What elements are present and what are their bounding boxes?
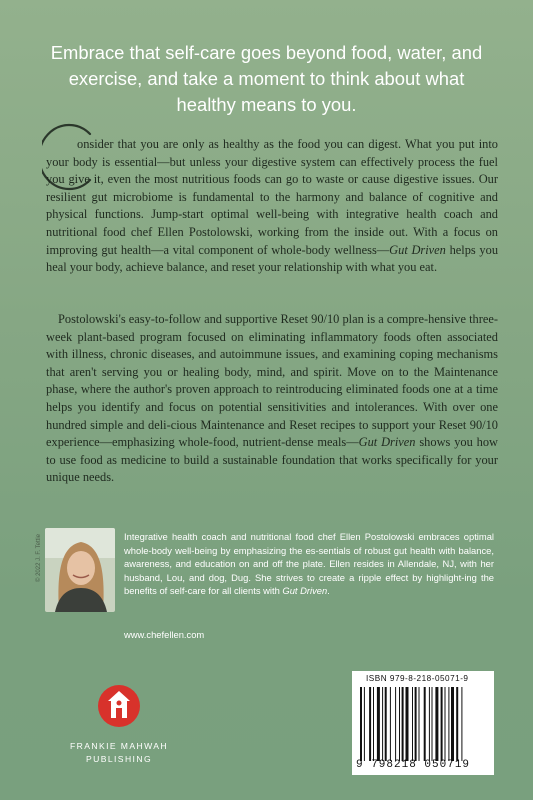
photo-credit: © 2022 J. F. Tettie bbox=[36, 533, 42, 582]
book-title-ref: Gut Driven bbox=[358, 435, 416, 450]
para2-text-a: Postolowski's easy-to-follow and supportive Reset 90/10 plan is a compre-hensive three-week plant-based program focused on eliminating inflammatory foods often associated with illness, chronic diseases, and autoimmune issues, and examining coping mechanisms that aren't serving you or healing body, mind, and spirit. Move on to the Maintenance phase, where the author's proven approach to reintroducing eliminated foods one at a time helps you identify and focus on potential sensitivities and intolerances. With over one hundred simple and deli-cious Maintenance and Reset recipes to support your Reset 90/10 experience—emphasizing whole-food, nutrient-dense meals— bbox=[46, 312, 498, 450]
author-website: www.chefellen.com bbox=[124, 629, 205, 640]
isbn-barcode bbox=[352, 671, 494, 775]
tagline: Embrace that self-care goes beyond food, water, and exercise, and take a moment to think about what healthy means to you. bbox=[50, 42, 483, 115]
para1-text-b: helps you heal your body, achieve balance, and reset your relationship with what you eat. bbox=[46, 242, 499, 275]
book-title-ref: Gut Driven bbox=[282, 585, 328, 597]
author-photo bbox=[45, 528, 115, 612]
book-title-ref: Gut Driven bbox=[389, 242, 446, 257]
barcode-bars bbox=[360, 687, 486, 761]
bio-text-b: . bbox=[327, 585, 330, 597]
para2-text-b: shows you how to use food as medicine to build a sustainable foundation that works specifically for your unique needs. bbox=[46, 435, 498, 485]
description-paragraph-2 bbox=[46, 311, 498, 487]
publisher-name bbox=[54, 740, 184, 766]
isbn-label: ISBN 979-8-218-05071-9 bbox=[366, 674, 469, 683]
bio-text-a: Integrative health coach and nutritional food chef Ellen Postolowski embraces optimal whole-body well-being by emphasizing the es-sentials of robust gut health with balance, awareness, and education on and off the plate. Ellen resides in Allendale, NJ, with her husband, Lou, and dog, Dug. She strives to create a ripple effect by highlight-ing the benefits of self-care for all clients with bbox=[124, 531, 494, 597]
description-paragraph-1 bbox=[46, 136, 498, 277]
publisher-logo bbox=[97, 682, 141, 730]
para1-text-a: onsider that you are only as healthy as the food you can digest. What you put into your body is essential—but unless your digestive system can effectively process the fuel you give it, even the most nutritious foods can go to waste or cause digestive issues. Our resilient gut microbiome is fundamental to the harmony and balance of cognitive and physical functions. Jump-start optimal well-being with integrative health coach and nutritional food chef Ellen Postolowski, working from the inside out. With a focus on improving gut health—a vital component of whole-body wellness— bbox=[46, 137, 498, 257]
publisher-line-1: FRANKIE MAHWAH bbox=[69, 741, 169, 751]
publisher-line-2: PUBLISHING bbox=[85, 754, 153, 764]
ean-digits: 9 798218 050719 bbox=[356, 759, 471, 771]
author-bio bbox=[124, 530, 494, 598]
